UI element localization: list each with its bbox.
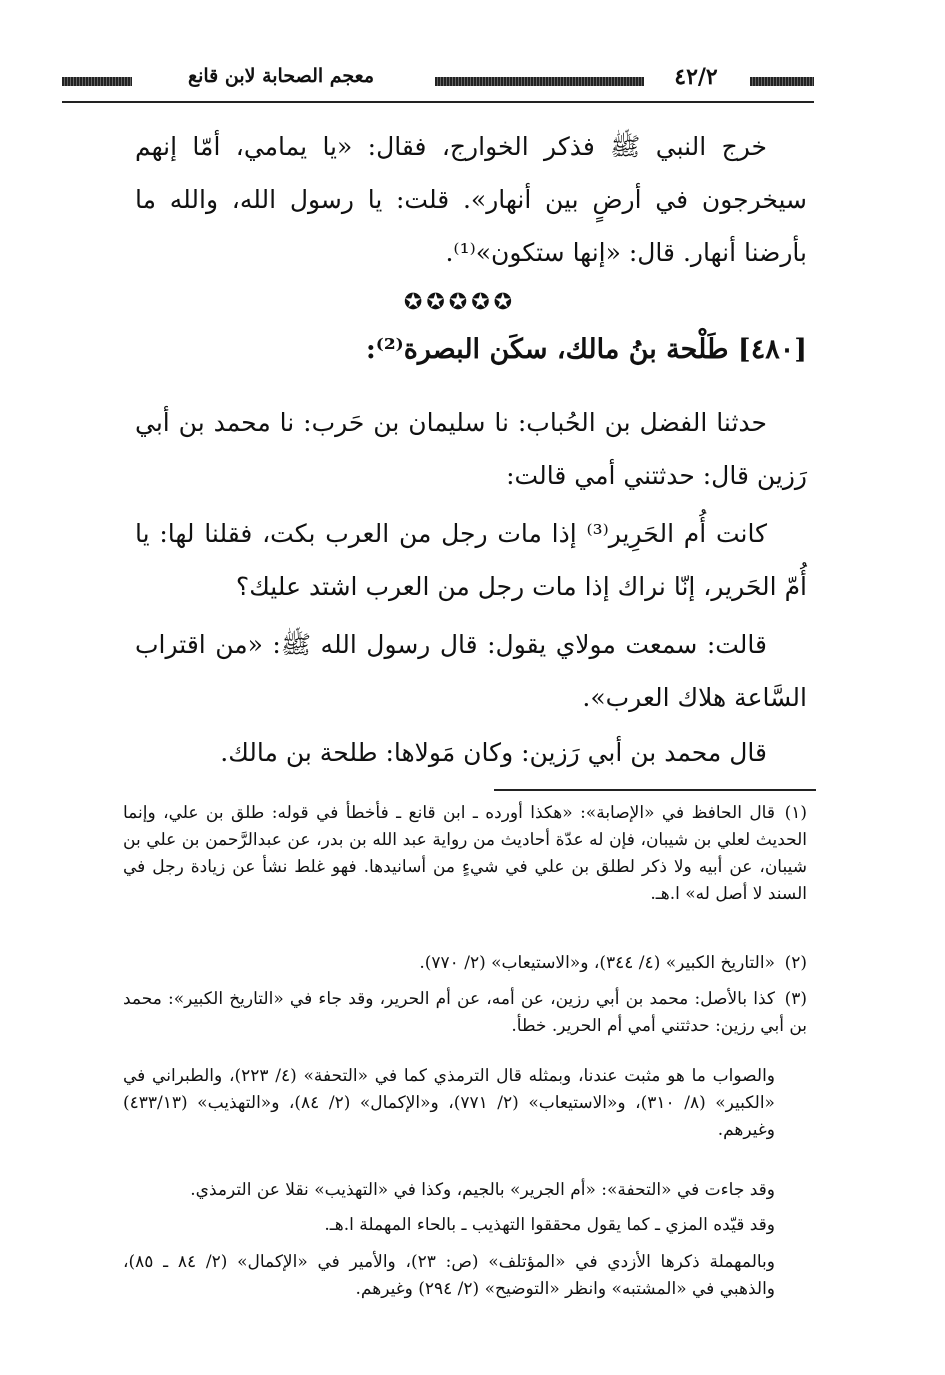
footnote-number: (٢) — [784, 953, 807, 973]
page-header — [62, 66, 814, 96]
running-title: معجم الصحابة لابن قانع — [187, 65, 375, 87]
header-ornament-bar — [435, 77, 644, 86]
footnote-3-continuation: وقد قيّده المزي ـ كما يقول محققوا التهذيب ـ بالحاء المهملة ا.هـ. — [324, 1215, 775, 1235]
header-rule — [62, 101, 814, 103]
footnote-1 — [123, 800, 807, 908]
footnote-3-continuation: والصواب ما هو مثبت عندنا، وبمثله قال الترمذي كما في «التحفة» (٤/ ٢٢٣)، والطبراني في «الكبير» (٨/ ٣١٠)، و«الاستيعاب» (٢/ ٧٧١)، و«الإكمال» (٢/ ٨٤)، و«التهذيب» (٤٣٣/١٣) وغيرهم. — [123, 1066, 775, 1140]
header-ornament-bar — [750, 77, 814, 86]
footnote-3-continuation: وقد جاءت في «التحفة»: «أم الجرير» بالجيم، وكذا في «التهذيب» نقلا عن الترمذي. — [190, 1180, 775, 1200]
footnote-text: قال الحافظ في «الإصابة»: «هكذا أورده ـ ابن قانع ـ فأخطأ في قوله: طلق بن علي، وإنما الحديث لعلي بن شيبان، فإن له عدّة أحاديث من رواية عبد الله بن بدر، عن عبدالرَّحمن بن علي بن شيبان، عن أبيه ولا ذكر لطلق بن علي في شيءٍ من أسانيدها. فهو غلط نشأ عن زيادة رجل في السند لا أصل له» ا.هـ. — [123, 803, 807, 904]
narration-text: قالت: سمعت مولاي يقول: قال رسول الله ﷺ: «من اقتراب السَّاعة هلاك العرب». — [135, 630, 807, 712]
footnote-3-continuation: وبالمهملة ذكرها الأزدي في «المؤتلف» (ص: ٢٣)، والأمير في «الإكمال» (٢/ ٨٤ ـ ٨٥)، والذهبي في «المشتبه» وانظر «التوضيح» (٢/ ٢٩٤) وغيرهم. — [123, 1252, 775, 1299]
header-ornament-bar — [62, 77, 132, 86]
footnote-number: (١) — [784, 803, 807, 823]
narration-text: كانت أُم الحَرِير⁽³⁾ إذا مات رجل من العرب بكت، فقلنا لها: يا أُمّ الحَرير، إنّا نراك إذا مات رجل من العرب اشتد عليك؟ — [135, 519, 807, 601]
footnote-rule — [494, 789, 816, 791]
footnote-2 — [123, 950, 807, 977]
hadith-text: خرج النبي ﷺ فذكر الخوارج، فقال: «يا يمامي، أمّا إنهم سيخرجون في أرضٍ بين أنهار». قلت: يا رسول الله، والله ما بأرضنا أنهار. قال: «إنها ستكون»⁽¹⁾. — [135, 132, 807, 267]
entry-heading: [٤٨٠] طَلْحة بنُ مالك، سكَن البصرة⁽²⁾: — [365, 334, 807, 365]
footnote-3 — [123, 986, 807, 1040]
footnote-number: (٣) — [784, 989, 807, 1009]
footnote-text: كذا بالأصل: محمد بن أبي رزين، عن أمه، عن أم الحرير، وقد جاء في «التاريخ الكبير»: محمد بن أبي رزين: حدثتني أمي أم الحرير. خطأ. — [123, 989, 807, 1036]
narration-text: قال محمد بن أبي رَزين: وكان مَولاها: طلحة بن مالك. — [220, 738, 767, 767]
isnad-text: حدثنا الفضل بن الحُباب: نا سليمان بن حَرب: نا محمد بن أبي رَزين قال: حدثتني أمي قالت: — [135, 408, 807, 490]
page-number: ٤٢/٢ — [674, 64, 718, 90]
footnote-text: «التاريخ الكبير» (٤/ ٣٤٤)، و«الاستيعاب» (٢/ ٧٧٠). — [419, 953, 775, 973]
section-separator: ✪✪✪✪✪ — [403, 290, 517, 315]
